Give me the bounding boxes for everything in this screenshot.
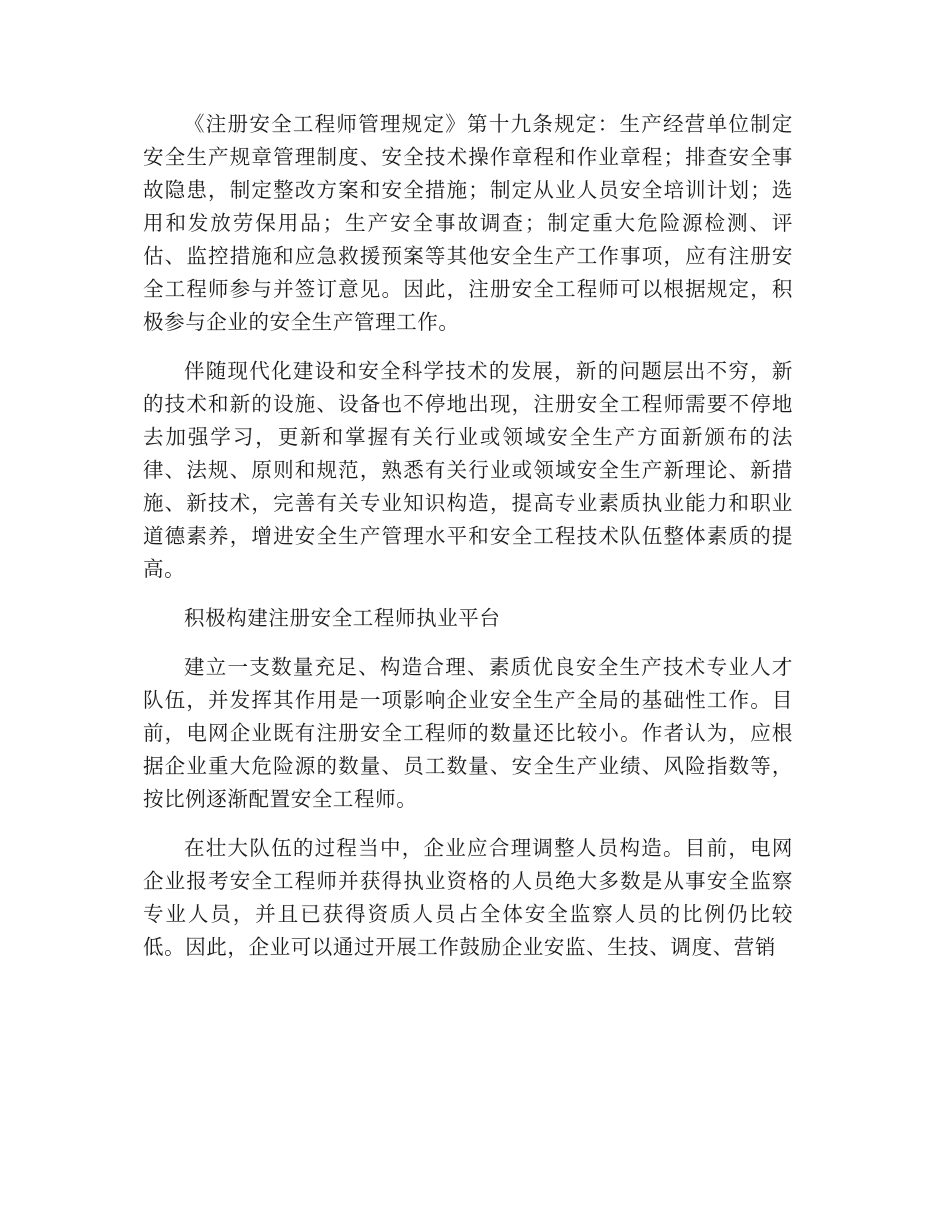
paragraph-staff-structure: 在壮大队伍的过程当中，企业应合理调整人员构造。目前，电网企业报考安全工程师并获得执业资格的人员绝大多数是从事安全监察专业人员，并且已获得资质人员占全体安全监察人员的比例仍比较低。因此，企业可以通过开展工作鼓励企业安监、生技、调度、营销 [143, 836, 793, 959]
document-body [143, 108, 793, 980]
paragraph-regulation-article: 《注册安全工程师管理规定》第十九条规定：生产经营单位制定安全生产规章管理制度、安全技术操作章程和作业章程；排查安全事故隐患，制定整改方案和安全措施；制定从业人员安全培训计划；选用和发放劳保用品；生产安全事故调查；制定重大危险源检测、评估、监控措施和应急救援预案等其他安全生产工作事项，应有注册安全工程师参与并签订意见。因此，注册安全工程师可以根据规定，积极参与企业的安全生产管理工作。 [143, 112, 793, 334]
paragraph-team-building: 建立一支数量充足、构造合理、素质优良安全生产技术专业人才队伍，并发挥其作用是一项影响企业安全生产全局的基础性工作。目前，电网企业既有注册安全工程师的数量还比较小。作者认为，应根据企业重大危险源的数量、员工数量、安全生产业绩、风险指数等，按比例逐渐配置安全工程师。 [143, 655, 793, 811]
paragraph-continuous-learning: 伴随现代化建设和安全科学技术的发展，新的问题层出不穷，新的技术和新的设施、设备也不停地出现，注册安全工程师需要不停地去加强学习，更新和掌握有关行业或领域安全生产方面新颁布的法律、法规、原则和规范，熟悉有关行业或领域安全生产新理论、新措施、新技术，完善有关专业知识构造，提高专业素质执业能力和职业道德素养，增进安全生产管理水平和安全工程技术队伍整体素质的提高。 [143, 359, 793, 581]
section-heading-platform: 积极构建注册安全工程师执业平台 [184, 606, 501, 630]
